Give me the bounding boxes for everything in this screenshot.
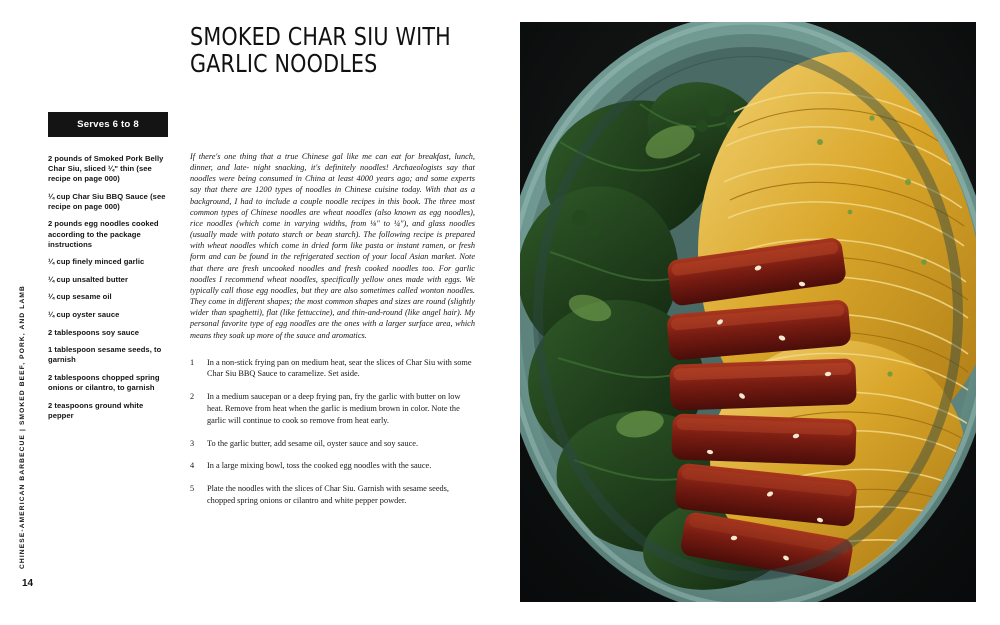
recipe-steps xyxy=(190,357,475,507)
running-head: CHINESE-AMERICAN BARBECUE | SMOKED BEEF, PORK, AND LAMB xyxy=(19,285,26,569)
char-siu-garlic-noodles-photo xyxy=(520,22,976,602)
step-text: Plate the noodles with the slices of Char Siu. Garnish with sesame seeds, chopped spring onions or cilantro and white pepper powder. xyxy=(207,484,449,505)
step-number: 5 xyxy=(190,484,195,494)
ingredients-panel xyxy=(48,112,168,428)
step-number: 1 xyxy=(190,357,195,367)
ingredient-item: ¼ cup unsalted butter xyxy=(48,274,128,284)
ingredient-item: ¼ cup Char Siu BBQ Sauce (see recipe on page 000) xyxy=(48,191,166,211)
ingredient-item: ¼ cup oyster sauce xyxy=(48,310,120,320)
step-number: 2 xyxy=(190,392,195,402)
recipe-step xyxy=(190,483,475,507)
step-number: 3 xyxy=(190,438,195,448)
recipe-step xyxy=(190,391,475,426)
serves-banner: Serves 6 to 8 xyxy=(48,112,168,137)
step-number: 4 xyxy=(190,461,195,471)
step-text: To the garlic butter, add sesame oil, oyster sauce and soy sauce. xyxy=(207,438,419,448)
recipe-body xyxy=(190,24,475,518)
recipe-step xyxy=(190,460,475,472)
ingredient-item: ¼ cup sesame oil xyxy=(48,292,112,302)
step-text: In a large mixing bowl, toss the cooked egg noodles with the sauce. xyxy=(207,461,432,471)
ingredient-item: 2 tablespoons chopped spring onions or cilantro, to garnish xyxy=(48,372,160,392)
ingredient-item: 2 teaspoons ground white pepper xyxy=(48,400,144,420)
recipe-step xyxy=(190,357,475,381)
recipe-title: SMOKED CHAR SIU WITH GARLIC NOODLES xyxy=(190,22,451,78)
ingredient-item: 2 pounds egg noodles cooked according to the package instructions xyxy=(48,219,159,249)
recipe-headnote: If there's one thing that a true Chinese gal like me can eat for breakfast, lunch, dinner, and late- night snacking, it's definitely noodles! Archaeologists say that noodles were being consumed in China at least 4000 years ago; and some experts say that there are 1200 types of noodles in Chinese cuisine today. With that as a background, I had to include a couple noodle recipes in this book. The three most common types of Chinese noodles are wheat noodles (also known as egg noodles), rice noodles (which come in varying widths, from ⅛" to ¼"), and glass noodles (usually made with potato starch or bean starch). The following recipe is prepared with wheat noodles which come in dried form like pasta or instant ramen, or fresh form and can be found in the refrigerated section of your local Asian market. Note that there are fresh uncooked noodles and fresh cooked noodles too. For garlic noodles I recommend wheat noodles, specifically yellow ones made with eggs. We typically call those egg noodles, but they are also sometimes called wonton noodles. They come in different shapes; the most common shapes and sizes are round (slightly wider than spaghetti), flat (like fettuccine), and thin-and-round (like angel hair). My personal favorite type of egg noodles are the ones with a larger surface area, which means they soak up more of the sauce and aromatics. xyxy=(190,152,475,340)
ingredient-item: ¼ cup finely minced garlic xyxy=(48,257,145,267)
recipe-step xyxy=(190,438,475,450)
step-text: In a non-stick frying pan on medium heat, sear the slices of Char Siu with some Char Siu BBQ Sauce to caramelize. Set aside. xyxy=(207,357,472,379)
page-number: 14 xyxy=(22,578,34,589)
ingredient-item: 2 tablespoons soy sauce xyxy=(48,327,140,337)
ingredient-item: 1 tablespoon sesame seeds, to garnish xyxy=(48,345,162,365)
step-text: In a medium saucepan or a deep frying pan, fry the garlic with butter on low heat. Remove from heat when the garlic is medium brown in color. Note the garlic will continue to cook so remove from heat early. xyxy=(207,392,461,425)
ingredient-item: 2 pounds of Smoked Pork Belly Char Siu, sliced ¼" thin (see recipe on page 000) xyxy=(48,154,164,184)
